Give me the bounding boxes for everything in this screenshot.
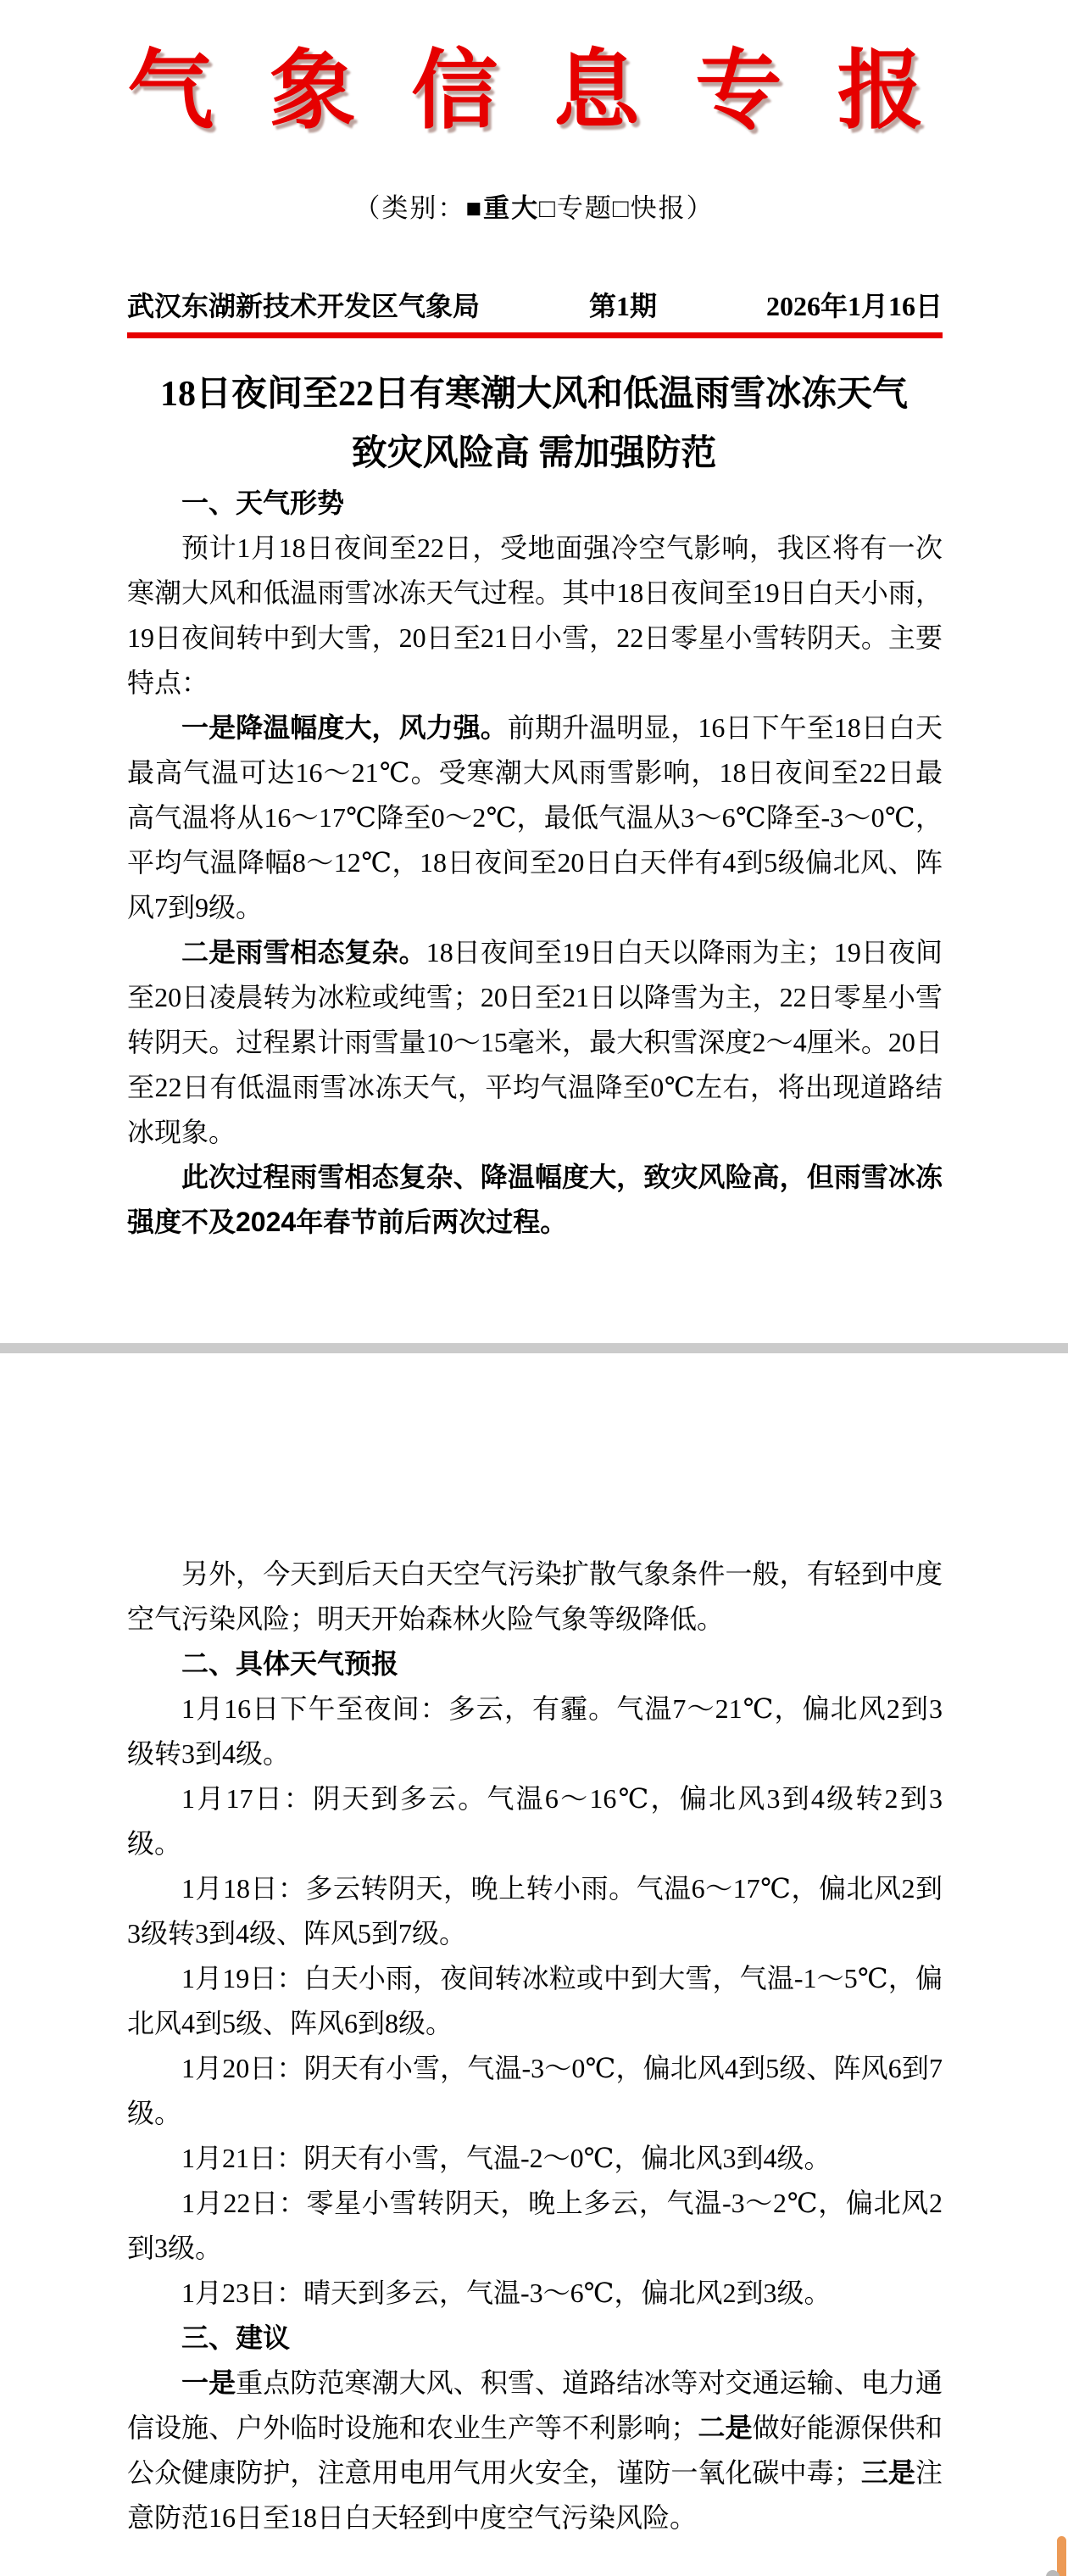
headline-line2: 致灾风险高 需加强防范 — [351, 434, 717, 473]
text-run: 此次过程雨雪相态复杂、降温幅度大，致灾风险高，但雨雪冰冻强度不及2024年春节前后两次过程。 — [127, 1162, 943, 1237]
category-selected-checkbox: ■重大 — [465, 193, 540, 223]
text-run: 二是雨雪相态复杂。 — [181, 937, 426, 967]
text-run: 二是 — [698, 2412, 753, 2443]
text-run: 1月17日：阴天到多云。气温6～16℃，偏北风3到4级转2到3级。 — [127, 1783, 943, 1859]
issue-date: 2026年1月16日 — [765, 291, 943, 321]
text-run: 三是 — [860, 2457, 915, 2488]
paragraph — [127, 2361, 943, 2540]
paragraph — [127, 1687, 943, 1776]
section-heading — [127, 481, 943, 526]
paragraph — [127, 1776, 943, 1866]
scrollbar-thumb[interactable] — [1057, 2536, 1066, 2576]
text-run: 预计1月18日夜间至22日，受地面强冷空气影响，我区将有一次寒潮大风和低温雨雪冰冻天气过程。其中18日夜间至19日白天小雨，19日夜间转中到大雪，20日至21日小雪，22日零星小雪转阴天。主要特点： — [127, 532, 943, 698]
text-run: 一是 — [181, 2367, 236, 2398]
text-run: 二、具体天气预报 — [181, 1648, 399, 1679]
masthead — [127, 285, 943, 324]
text-run: 做好能源保供和公众健康防护，注意用电用气用火安全，谨防一氧化碳中毒； — [127, 2412, 943, 2488]
page2-body — [127, 1552, 943, 2540]
issue-number: 第1期 — [588, 291, 657, 321]
text-run: 1月19日：白天小雨，夜间转冰粒或中到大雪，气温-1～5℃，偏北风4到5级、阵风6到8级。 — [127, 1963, 943, 2038]
text-run: 1月22日：零星小雪转阴天，晚上多云，气温-3～2℃，偏北风2到3级。 — [127, 2188, 943, 2263]
paragraph — [127, 526, 943, 705]
text-run: 另外，今天到后天白天空气污染扩散气象条件一般，有轻到中度空气污染风险；明天开始森林火险气象等级降低。 — [127, 1558, 943, 1634]
page1-body — [127, 481, 943, 1245]
text-run: 三、建议 — [181, 2322, 291, 2353]
paragraph — [127, 705, 943, 930]
text-run: 1月16日下午至夜间：多云，有霾。气温7～21℃，偏北风2到3级转3到4级。 — [127, 1693, 943, 1769]
text-run: 注意防范16日至18日白天轻到中度空气污染风险。 — [127, 2457, 943, 2533]
text-run: 18日夜间至19日白天以降雨为主；19日夜间至20日凌晨转为冰粒或纯雪；20日至21日以降雪为主，22日零星小雪转阴天。过程累计雨雪量10～15毫米，最大积雪深度2～4厘米。20日至22日有低温雨雪冰冻天气，平均气温降至0℃左右，将出现道路结冰现象。 — [127, 937, 943, 1147]
paragraph — [127, 2181, 943, 2271]
document-headline — [0, 365, 1068, 483]
category-line — [0, 187, 1068, 225]
text-run: 一是降温幅度大，风力强。 — [181, 712, 508, 743]
paragraph — [127, 2271, 943, 2316]
text-run: 重点防范寒潮大风、积雪、道路结冰等对交通运输、电力通信设施、户外临时设施和农业生产等不利影响； — [127, 2367, 943, 2443]
section-heading — [127, 2316, 943, 2361]
paragraph — [127, 1866, 943, 1956]
paragraph — [127, 1552, 943, 1642]
text-run: 1月20日：阴天有小雪，气温-3～0℃，偏北风4到5级、阵风6到7级。 — [127, 2053, 943, 2128]
category-other-options: □专题□快报） — [539, 193, 715, 223]
category-prefix: （类别： — [353, 193, 466, 223]
paragraph — [127, 2136, 943, 2181]
red-divider — [127, 332, 943, 338]
text-run: 前期升温明显，16日下午至18日白天最高气温可达16～21℃。受寒潮大风雨雪影响，18日夜间至22日最高气温将从16～17℃降至0～2℃，最低气温从3～6℃降至-3～0℃，平均气温降幅8～12℃，18日夜间至20日白天伴有4到5级偏北风、阵风7到9级。 — [127, 712, 943, 923]
paragraph — [127, 1155, 943, 1245]
text-run: 一、天气形势 — [181, 488, 345, 518]
paragraph — [127, 1956, 943, 2046]
paragraph — [127, 2046, 943, 2136]
headline-line1: 18日夜间至22日有寒潮大风和低温雨雪冰冻天气 — [159, 375, 908, 414]
section-heading — [127, 1642, 943, 1687]
issuing-agency: 武汉东湖新技术开发区气象局 — [127, 291, 481, 321]
page-break-bar — [0, 1343, 1068, 1353]
document-title: 气 象 信 息 专 报 — [127, 44, 941, 140]
text-run: 1月21日：阴天有小雪，气温-2～0℃，偏北风3到4级。 — [181, 2143, 832, 2173]
text-run: 1月23日：晴天到多云，气温-3～6℃，偏北风2到3级。 — [181, 2278, 832, 2308]
text-run: 1月18日：多云转阴天，晚上转小雨。气温6～17℃，偏北风2到3级转3到4级、阵风5到7级。 — [127, 1873, 943, 1949]
paragraph — [127, 930, 943, 1155]
